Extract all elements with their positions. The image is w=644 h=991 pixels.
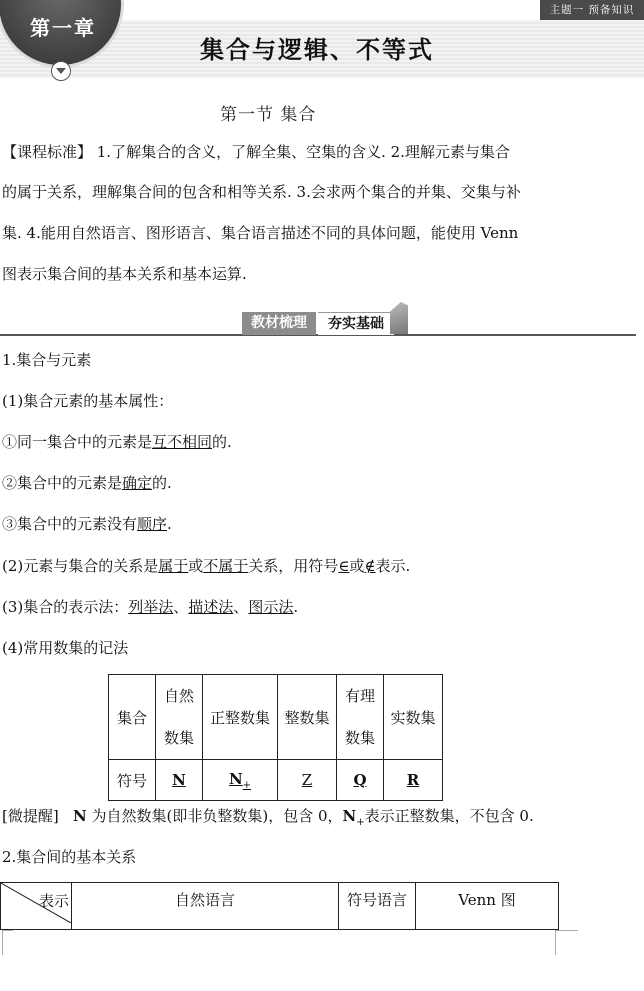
table-corner-cell — [1, 883, 72, 930]
symbol-cell — [278, 760, 337, 801]
s2-symbol-notin: ∉ — [364, 557, 376, 575]
number-sets-table — [108, 674, 443, 801]
symbol-natural: N — [172, 771, 186, 789]
subheading-4: (4)常用数集的记法 — [2, 639, 129, 657]
standard-line-1: 【课程标准】 1.了解集合的含义，了解全集、空集的含义. 2.理解元素与集合 — [2, 143, 510, 161]
item-1-text: ①同一集合中的元素是 — [2, 433, 153, 451]
standard-line-2: 的属于关系，理解集合间的包含和相等关系. 3.会求两个集合的并集、交集与补 — [2, 183, 521, 201]
s2-or-2: 或 — [349, 557, 365, 575]
item-2-end: 的. — [152, 474, 172, 492]
s3-answer-3: 图示法 — [248, 598, 294, 616]
tip-text-1: 为自然数集(即非负整数集)，包含 0， — [86, 807, 343, 825]
s2-or-1: 或 — [188, 557, 204, 575]
heading-1: 1.集合与元素 — [2, 351, 92, 369]
subheading-1: (1)集合元素的基本属性： — [2, 392, 174, 410]
banner-tab-decoration — [390, 302, 408, 334]
tip-n-symbol: N — [73, 807, 87, 825]
table-header-cell: 集合 — [109, 675, 156, 760]
symbol-cell — [203, 760, 278, 801]
item-2-answer: 确定 — [122, 474, 153, 492]
subheading-3 — [2, 597, 298, 617]
s2-end: 表示. — [375, 557, 411, 575]
section-title: 第一节 集合 — [220, 105, 317, 125]
s2-text: (2)元素与集合的关系是 — [2, 557, 159, 575]
symbol-integer: Z — [301, 771, 313, 789]
symbol-cell — [337, 760, 384, 801]
table-header-cell: 正整数集 — [203, 675, 278, 760]
s2-symbol-in: ∈ — [338, 557, 350, 575]
s3-end: . — [293, 598, 299, 616]
s3-answer-1: 列举法 — [128, 598, 174, 616]
chevron-down-icon[interactable] — [51, 61, 71, 81]
table-header-cell: 有理 数集 — [337, 675, 384, 760]
item-1-end: 的. — [212, 433, 232, 451]
tip-label: [微提醒] — [2, 807, 59, 825]
item-2-text: ②集合中的元素是 — [2, 474, 123, 492]
s3-sep-2: 、 — [233, 598, 249, 616]
s2-answer-1: 属于 — [158, 557, 189, 575]
table-row-label: 符号 — [109, 760, 156, 801]
table-header-cell: 自然语言 — [72, 883, 339, 930]
item-3-answer: 顺序 — [137, 515, 168, 533]
banner-left-label: 教材梳理 — [242, 312, 316, 335]
item-3 — [2, 514, 172, 534]
tip-nplus-symbol: N — [342, 807, 357, 825]
s2-text-2: 关系，用符号 — [248, 557, 339, 575]
s2-answer-2: 不属于 — [203, 557, 249, 575]
tip-text-2: 表示正整数集，不包含 0. — [364, 807, 534, 825]
topic-tab: 主题一 预备知识 — [540, 0, 644, 20]
symbol-cell — [156, 760, 203, 801]
tip-line — [2, 806, 534, 833]
page-title: 集合与逻辑、不等式 — [200, 36, 434, 64]
symbol-plus-subscript: + — [242, 779, 252, 791]
tip-plus-subscript: + — [356, 817, 365, 828]
symbol-cell — [384, 760, 443, 801]
item-3-end: . — [167, 515, 172, 533]
table-header-cell: 实数集 — [384, 675, 443, 760]
symbol-positive-integer: N — [228, 769, 243, 788]
table-header-cell: 符号语言 — [339, 883, 416, 930]
s3-answer-2: 描述法 — [188, 598, 234, 616]
corner-label: 表示 — [38, 891, 69, 910]
standard-line-4: 图表示集合间的基本关系和基本运算. — [2, 265, 247, 283]
relations-table — [0, 882, 559, 930]
item-1 — [2, 432, 232, 452]
item-2 — [2, 473, 172, 493]
s3-sep-1: 、 — [173, 598, 189, 616]
table-header-cell: 整数集 — [278, 675, 337, 760]
subheading-2 — [2, 556, 410, 576]
standard-line-3: 集. 4.能用自然语言、图形语言、集合语言描述不同的具体问题，能使用 Venn — [2, 224, 519, 242]
page-crop-mark-right — [555, 930, 578, 955]
table-header-cell: Venn 图 — [416, 883, 559, 930]
item-3-text: ③集合中的元素没有 — [2, 515, 138, 533]
banner-right-label: 夯实基础 — [318, 312, 394, 335]
symbol-rational: Q — [353, 771, 367, 789]
item-1-answer: 互不相同 — [152, 433, 213, 451]
chapter-label: 第一章 — [30, 16, 96, 40]
table-header-cell: 自然 数集 — [156, 675, 203, 760]
heading-2: 2.集合间的基本关系 — [2, 848, 137, 866]
s3-text: (3)集合的表示法： — [2, 598, 129, 616]
page-crop-mark-left — [2, 930, 13, 955]
symbol-real: R — [406, 771, 420, 789]
